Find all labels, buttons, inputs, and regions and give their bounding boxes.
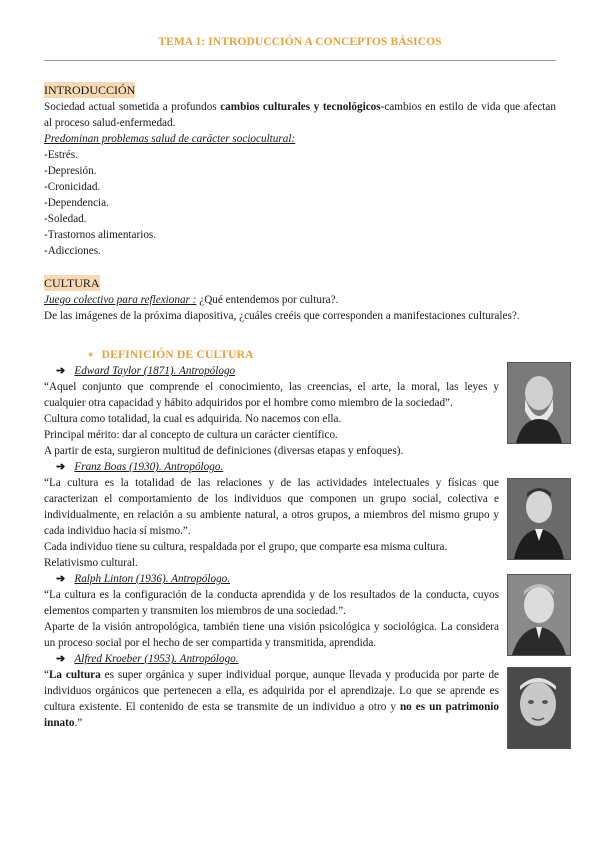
list-item: -Depresión. [44,165,97,177]
page-title: TEMA 1: INTRODUCCIÓN A CONCEPTOS BÁSICOS [158,36,442,48]
tylor-line: A partir de esta, surgieron multitud de definiciones (diversas etapas y enfoques). [44,445,404,457]
definition-heading-text: DEFINICIÓN DE CULTURA [101,349,254,361]
portrait-silhouette-icon [508,363,570,443]
cultura-reflect: De las imágenes de la próxima diapositiva, ¿cuáles creéis que corresponden a manifestaciones culturales?. [44,310,520,322]
intro-text: Sociedad actual sometida a profundos [44,101,221,113]
list-item: -Estrés. [44,149,78,161]
definition-heading [88,346,556,363]
boas-author-text: Franz Boas (1930). Antropólogo. [74,461,224,473]
intro-section [44,82,556,259]
quote-open: “ [44,669,49,681]
kroeber-bold-text: La cultura [48,669,101,681]
list-item: -Cronicidad. [44,181,101,193]
boas-block [44,459,556,571]
game-question: ¿Qué entendemos por cultura?. [196,294,339,306]
intro-bold-text: cambios culturales y tecnológicos [220,101,381,113]
intro-subtitle: Predominan problemas salud de carácter sociocultural: [44,133,296,145]
linton-author [56,571,556,587]
portrait-silhouette-icon [508,479,570,559]
arrow-icon: ➔ [56,573,66,585]
tylor-line: Cultura como totalidad, la cual es adquirida. No nacemos con ella. [44,413,342,425]
tylor-block [44,363,556,459]
arrow-icon: ➔ [56,365,66,377]
kroeber-author-text: Alfred Kroeber (1953). Antropólogo. [74,653,239,665]
boas-line: Relativismo cultural. [44,557,138,569]
title-divider [44,60,556,61]
document-body [44,82,556,731]
linton-line: Aparte de la visión antropológica, también tiene una visión psicológica y sociológica. La considera un proceso social por el hecho de ser compartida y transmitida, aprendida. [44,621,499,649]
list-item: -Soledad. [44,213,87,225]
quote-end: .” [74,717,83,729]
boas-quote: “La cultura es la totalidad de las relaciones y de las actividades intelectuales y físicas que caracterizan el comportamiento de los individuos que componen un grupo social, colectiva e individualmente, en relación a su ambiente natural, a otros grupos, a miembros del mismo grupo y cada individuo hacia sí mismo.”. [44,477,499,537]
kroeber-bold-text-2: no es un patrimonio innato [44,701,499,729]
arrow-icon: ➔ [56,461,66,473]
portrait-silhouette-icon [508,668,570,748]
portrait-kroeber-image [507,667,571,749]
game-label: Juego colectivo para reflexionar : [44,294,197,306]
kroeber-block [44,651,556,731]
list-item: -Adicciones. [44,245,101,257]
kroeber-author [56,651,556,667]
portrait-boas-image [507,478,571,560]
linton-quote: “La cultura es la configuración de la conducta aprendida y de los resultados de la conducta, cuyos elementos comparten y transmiten los miembros de una sociedad.”. [44,589,499,617]
intro-text-end: -cambios en estilo de vida que afectan al proceso salud-enfermedad. [44,101,556,129]
tylor-quote: “Aquel conjunto que comprende el conocimiento, las creencias, el arte, la moral, las leyes y cualquier otra capacidad y hábito adquiridos por el hombre como miembro de la sociedad”. [44,381,499,409]
tylor-author-text: Edward Taylor (1871). Antropólogo [74,365,236,377]
portrait-tylor-image [507,362,571,444]
cultura-game [44,292,556,308]
kroeber-quote [44,667,499,731]
list-item: -Dependencia. [44,197,109,209]
cultura-section [44,275,556,324]
linton-block [44,571,556,651]
kroeber-text: es super orgánica y super individual porque, aunque llevada y producida por parte de individuos orgánicos que pertenecen a ella, es adquirida por el aprendizaje. Lo que se aprende es cultura existente. El contenido de esta se transmite de un individuo a otro y [44,669,500,713]
portrait-linton-image [507,574,571,656]
boas-line: Cada individuo tiene su cultura, respaldada por el grupo, que comparte esa misma cultura. [44,541,448,553]
boas-author [56,459,556,475]
arrow-icon: ➔ [56,653,66,665]
tylor-line: Principal mérito: dar al concepto de cultura un carácter científico. [44,429,338,441]
portrait-silhouette-icon [508,575,570,655]
tylor-author [56,363,556,379]
intro-heading: INTRODUCCIÓN [44,83,136,97]
cultura-heading: CULTURA [44,276,100,290]
bullet-icon: ● [88,349,94,359]
list-item: -Trastornos alimentarios. [44,229,157,241]
linton-author-text: Ralph Linton (1936). Antropólogo. [74,573,231,585]
intro-paragraph [44,99,556,131]
